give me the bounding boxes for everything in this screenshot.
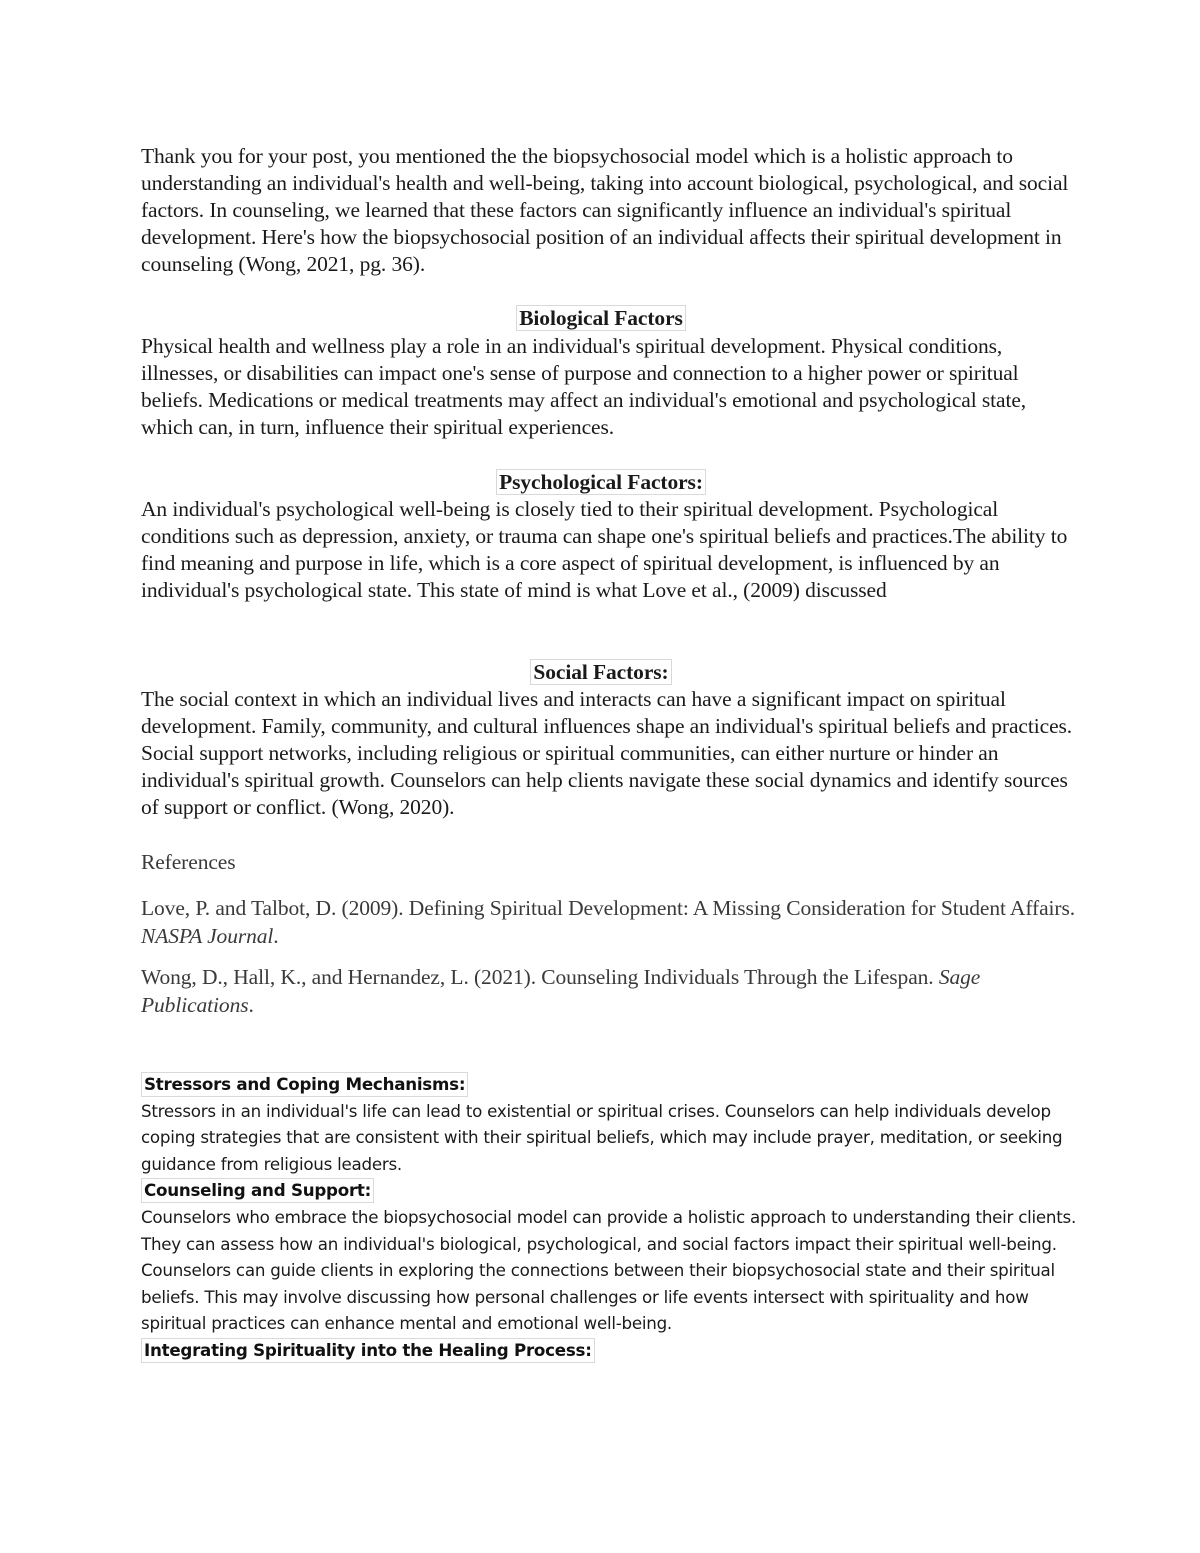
reference-text: Wong, D., Hall, K., and Hernandez, L. (2021). Counseling Individuals Through the Lifespan.: [141, 965, 939, 989]
reference-end: .: [273, 924, 279, 948]
psychological-text: An individual's psychological well-being is closely tied to their spiritual development. Psychological conditions such as depression, anxiety, or trauma can shape one's spiritual beliefs and practices.The ability to find meaning and purpose in life, which is a core aspect of spiritual development, is influenced by an individual's psychological state. This state of mind is what Love et al., (2009) discussed: [141, 497, 1068, 603]
reference-item: [141, 963, 1081, 1019]
integrating-heading: Integrating Spirituality into the Healing Process:: [141, 1338, 595, 1363]
biological-text: Physical health and wellness play a role in an individual's spiritual development. Physical conditions, illnesses, or disabilities can impact one's sense of purpose and connection to a higher power or spiritual beliefs. Medications or medical treatments may affect an individual's emotional and psychological state, which can, in turn, influence their spiritual experiences.: [141, 334, 1027, 440]
social-heading-text: Social Factors:: [530, 659, 671, 685]
social-text: The social context in which an individual lives and interacts can have a significant impact on spiritual development. Family, community, and cultural influences shape an individual's spiritual beliefs and practices. Social support networks, including religious or spiritual communities, can either nurture or hinder an individual's spiritual growth. Counselors can help clients navigate these social dynamics and identify sources of support or conflict. (Wong, 2020).: [141, 687, 1073, 820]
psychological-paragraph: [141, 496, 1081, 604]
psychological-heading-text: Psychological Factors:: [496, 469, 706, 495]
biological-heading-text: Biological Factors: [516, 305, 686, 331]
psychological-heading: [141, 469, 1061, 496]
counseling-heading: Counseling and Support:: [141, 1178, 374, 1203]
references-title: [141, 848, 1081, 876]
reference-text: Love, P. and Talbot, D. (2009). Defining Spiritual Development: A Missing Consideration for Student Affairs.: [141, 896, 1076, 920]
stressors-heading: Stressors and Coping Mechanisms:: [141, 1072, 468, 1097]
reference-publisher: Sage Publications: [141, 965, 981, 1017]
biological-paragraph: [141, 333, 1081, 441]
social-heading: [141, 659, 1061, 686]
reference-end: .: [248, 993, 254, 1017]
stressors-text: Stressors in an individual's life can lead to existential or spiritual crises. Counselors can help individuals develop coping strategies that are consistent with their spiritual beliefs, which may include prayer, meditation, or seeking guidance from religious leaders.: [141, 1100, 1063, 1174]
counseling-text-1: Counselors who embrace the biopsychosocial model can provide a holistic approach to understanding their clients. They can assess how an individual's biological, psychological, and social factors impact their spiritual well-being.: [141, 1206, 1077, 1254]
intro-paragraph: [141, 143, 1081, 278]
reference-journal: NASPA Journal: [141, 924, 274, 948]
intro-text: Thank you for your post, you mentioned the the biopsychosocial model which is a holistic approach to understanding an individual's health and well-being, taking into account biological, psychological, and social factors. In counseling, we learned that these factors can significantly influence an individual's spiritual development. Here's how the biopsychosocial position of an individual affects their spiritual development in counseling (Wong, 2021, pg. 36).: [141, 144, 1069, 277]
reference-item: [141, 894, 1081, 950]
social-paragraph: [141, 686, 1081, 821]
counseling-text-2: Counselors can guide clients in exploring the connections between their biopsychosocial state and their spiritual beliefs. This may involve discussing how personal challenges or life events intersect with spirituality and how spiritual practices can enhance mental and emotional well-being.: [141, 1260, 1055, 1334]
references-title-text: References: [141, 850, 236, 874]
stressors-section: [141, 1071, 1081, 1364]
biological-heading: [141, 305, 1061, 332]
